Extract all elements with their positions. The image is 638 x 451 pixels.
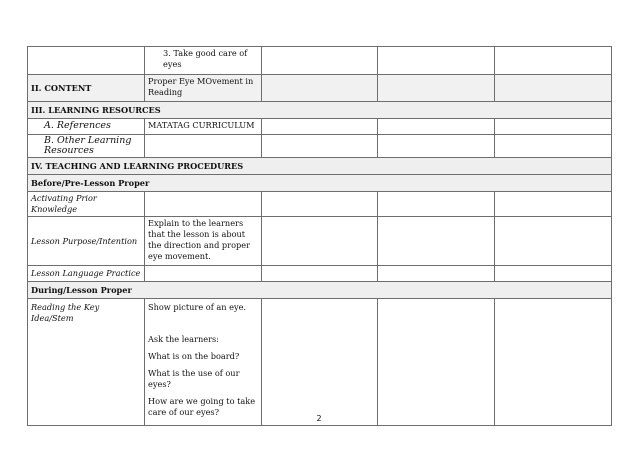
table-cell	[378, 266, 495, 282]
learning-resources-heading: III. LEARNING RESOURCES	[28, 102, 612, 119]
table-cell	[378, 135, 495, 158]
lesson-purpose-label: Lesson Purpose/Intention	[28, 217, 145, 266]
page-number: 2	[316, 414, 322, 423]
table-cell	[262, 119, 378, 135]
activating-knowledge-label: Activating Prior Knowledge	[28, 192, 145, 217]
table-cell	[495, 135, 612, 158]
table-row	[28, 135, 612, 158]
table-row	[28, 192, 612, 217]
table-cell	[378, 192, 495, 217]
table-cell	[262, 266, 378, 282]
table-cell	[262, 299, 378, 426]
content-value: Proper Eye MOvement in Reading	[145, 75, 262, 102]
table-cell	[495, 47, 612, 75]
table-cell	[378, 75, 495, 102]
table-row	[28, 119, 612, 135]
question-text: How are we going to take care of our eyes?	[148, 396, 256, 417]
table-row	[28, 75, 612, 102]
table-row	[28, 266, 612, 282]
table-cell	[495, 217, 612, 266]
table-cell	[145, 266, 262, 282]
table-cell	[262, 75, 378, 102]
other-resources-label: B. Other Learning Resources	[28, 135, 145, 158]
lesson-purpose-value: Explain to the learners that the lesson is about the direction and proper eye movement.	[145, 217, 262, 266]
lesson-plan-table	[27, 46, 612, 426]
table-cell	[28, 47, 145, 75]
table-cell	[378, 299, 495, 426]
spacer	[148, 319, 258, 334]
before-lesson-heading: Before/Pre-Lesson Proper	[28, 175, 612, 192]
section-header-row	[28, 282, 612, 299]
references-value: MATATAG CURRICULUM	[145, 119, 262, 135]
table-cell	[145, 192, 262, 217]
procedures-heading: IV. TEACHING AND LEARNING PROCEDURES	[28, 158, 612, 175]
table-cell	[495, 75, 612, 102]
instruction-text: Ask the learners:	[148, 334, 219, 344]
key-idea-label: Reading the Key Idea/Stem	[28, 299, 145, 426]
table-cell	[495, 119, 612, 135]
table-cell	[495, 299, 612, 426]
references-label: A. References	[28, 119, 145, 135]
key-idea-content	[145, 299, 262, 426]
table-cell	[262, 192, 378, 217]
table-cell	[378, 119, 495, 135]
section-header-row	[28, 102, 612, 119]
question-text: What is on the board?	[148, 351, 240, 361]
table-cell	[495, 192, 612, 217]
instruction-text: Show picture of an eye.	[148, 302, 247, 312]
table-cell	[145, 135, 262, 158]
table-cell	[378, 47, 495, 75]
table-cell	[378, 217, 495, 266]
during-lesson-heading: During/Lesson Proper	[28, 282, 612, 299]
table-row	[28, 299, 612, 426]
table-row	[28, 47, 612, 75]
question-text: What is the use of our eyes?	[148, 368, 240, 389]
section-header-row	[28, 175, 612, 192]
list-item-take-care: 3. Take good care of eyes	[145, 47, 262, 75]
table-row	[28, 217, 612, 266]
table-cell	[262, 217, 378, 266]
section-header-row	[28, 158, 612, 175]
table-cell	[262, 47, 378, 75]
table-cell	[495, 266, 612, 282]
language-practice-label: Lesson Language Practice	[28, 266, 145, 282]
content-label: II. CONTENT	[28, 75, 145, 102]
table-cell	[262, 135, 378, 158]
